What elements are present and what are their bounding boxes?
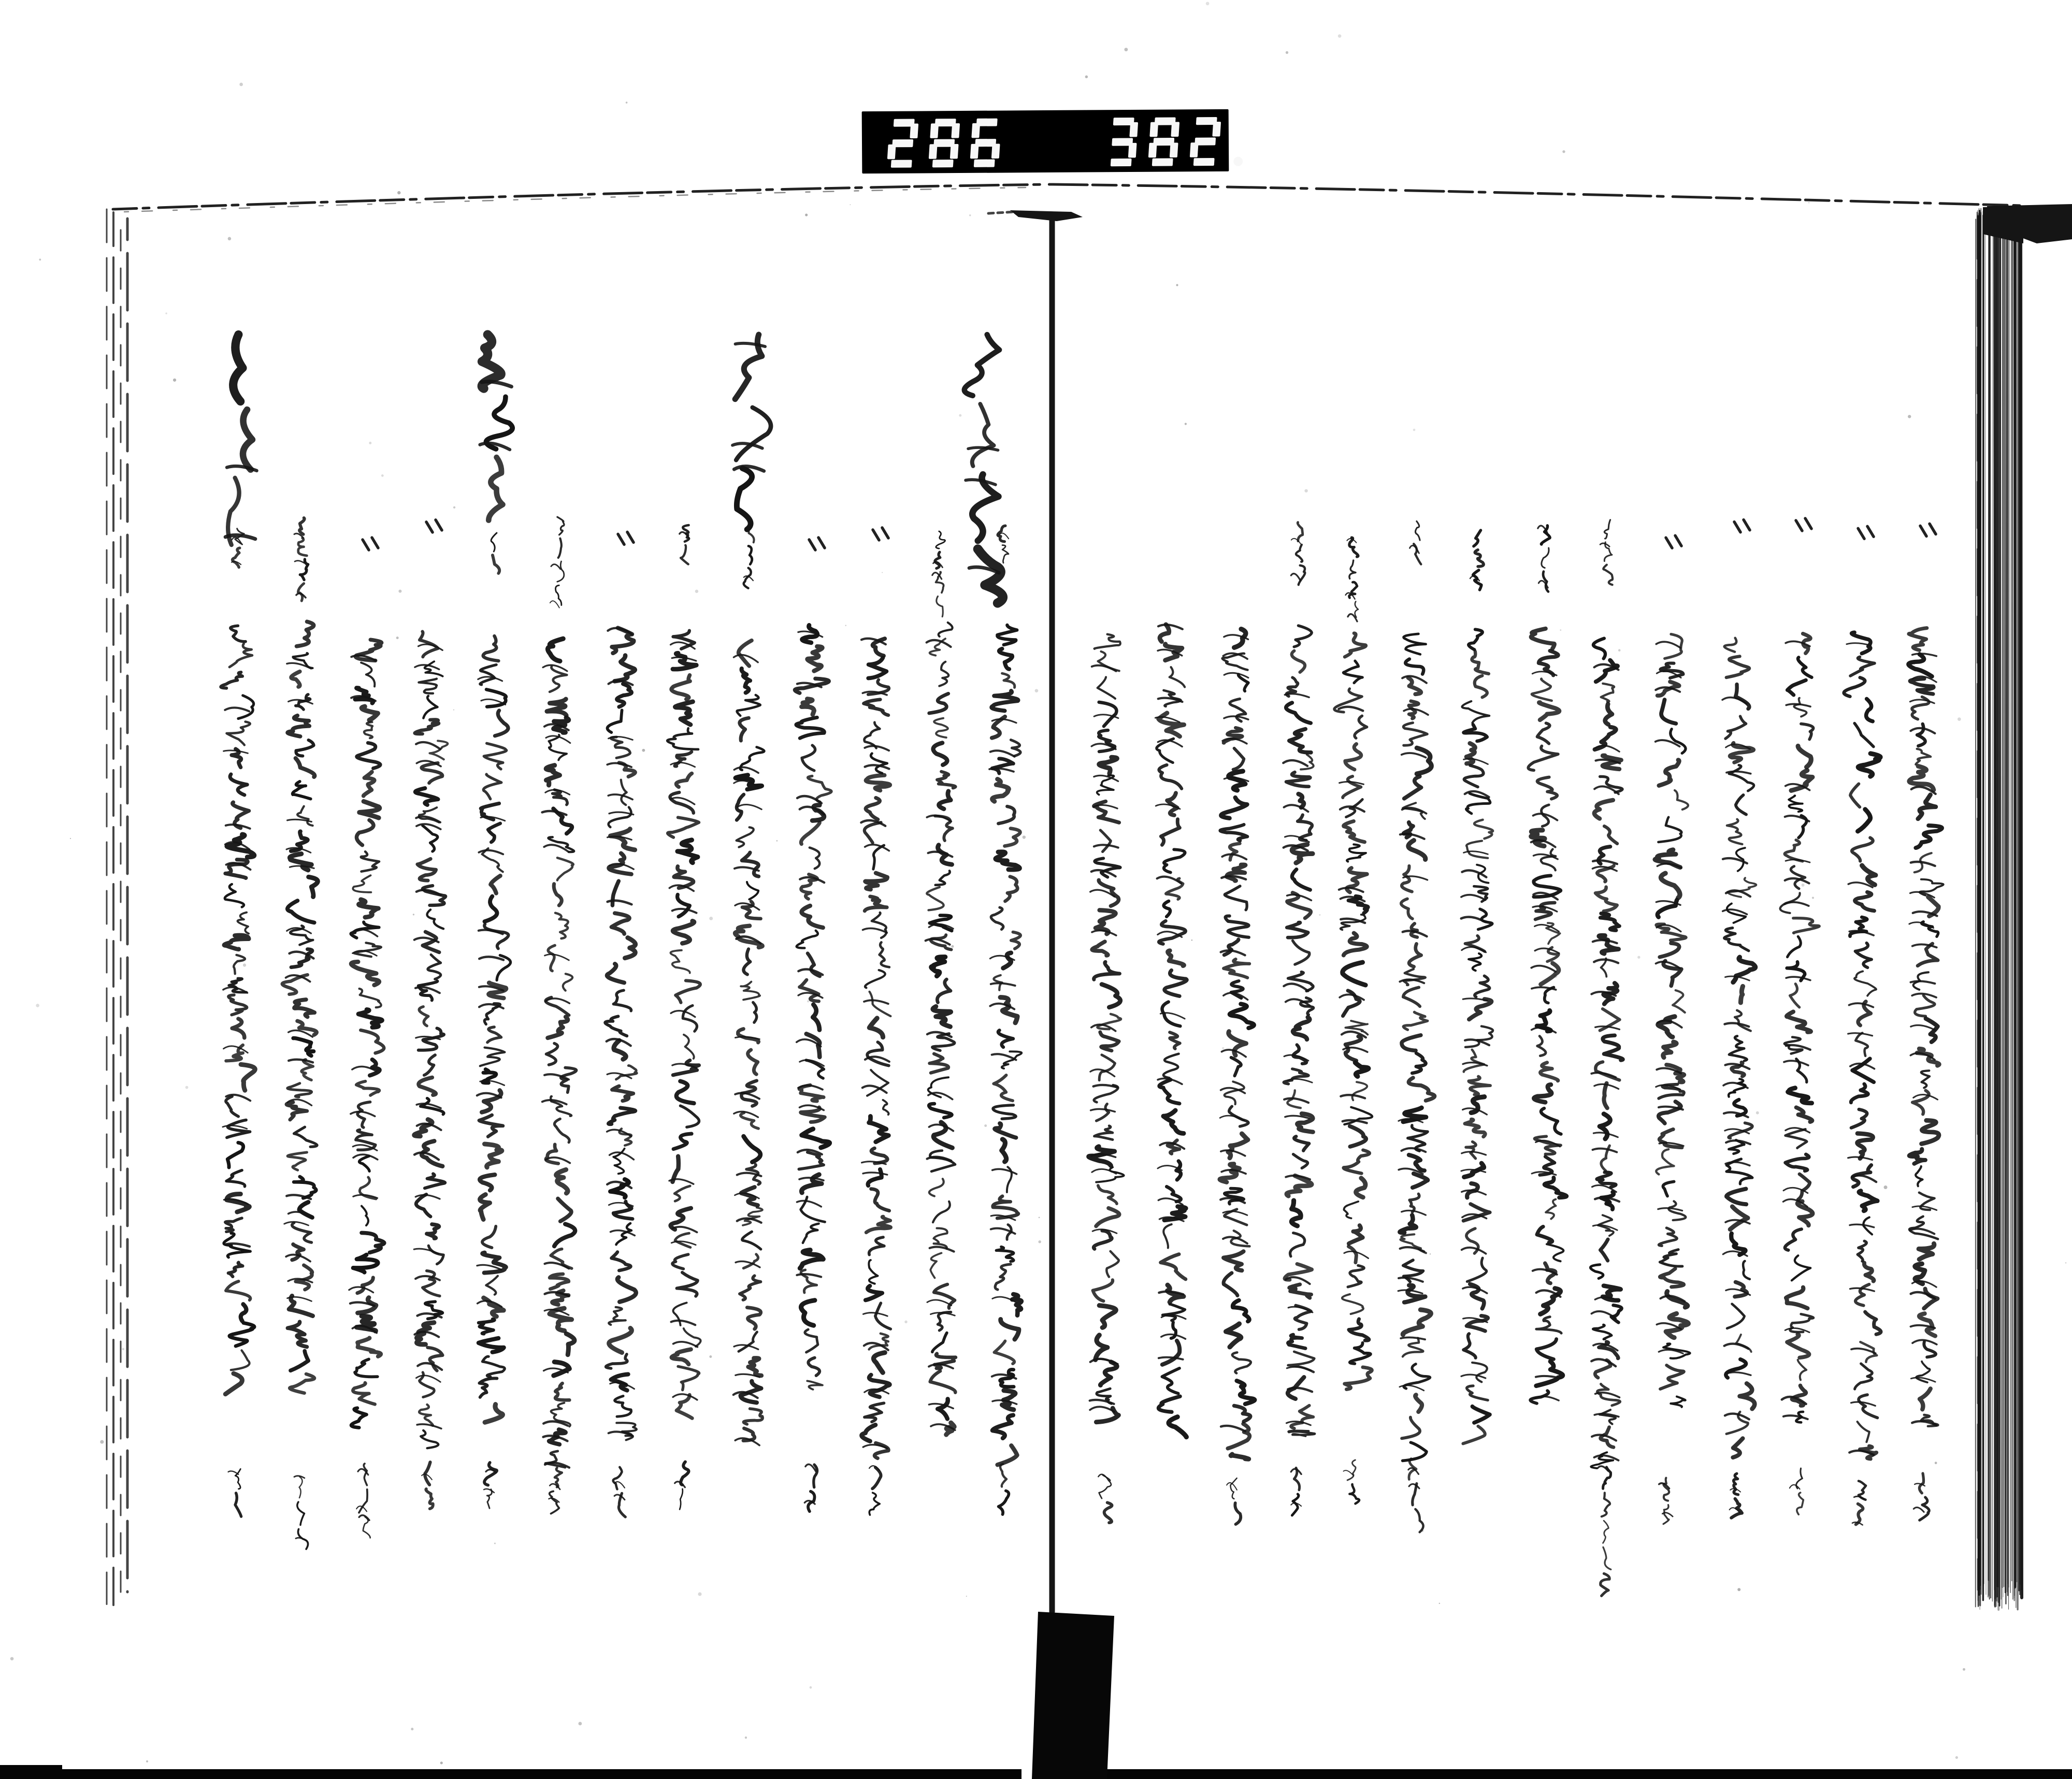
page-top-edge: [113, 184, 2023, 212]
left-page-edge-lines: [107, 209, 127, 1605]
frame-counter: [862, 109, 1243, 173]
left-page-text-columns: [221, 517, 1021, 1549]
gutter-bottom-tab: [1032, 1612, 1114, 1779]
right-page-text-columns: [1089, 518, 1944, 1596]
right-page-fore-edge-texture: [1976, 204, 2072, 1610]
left-page-headings: [225, 335, 1003, 603]
